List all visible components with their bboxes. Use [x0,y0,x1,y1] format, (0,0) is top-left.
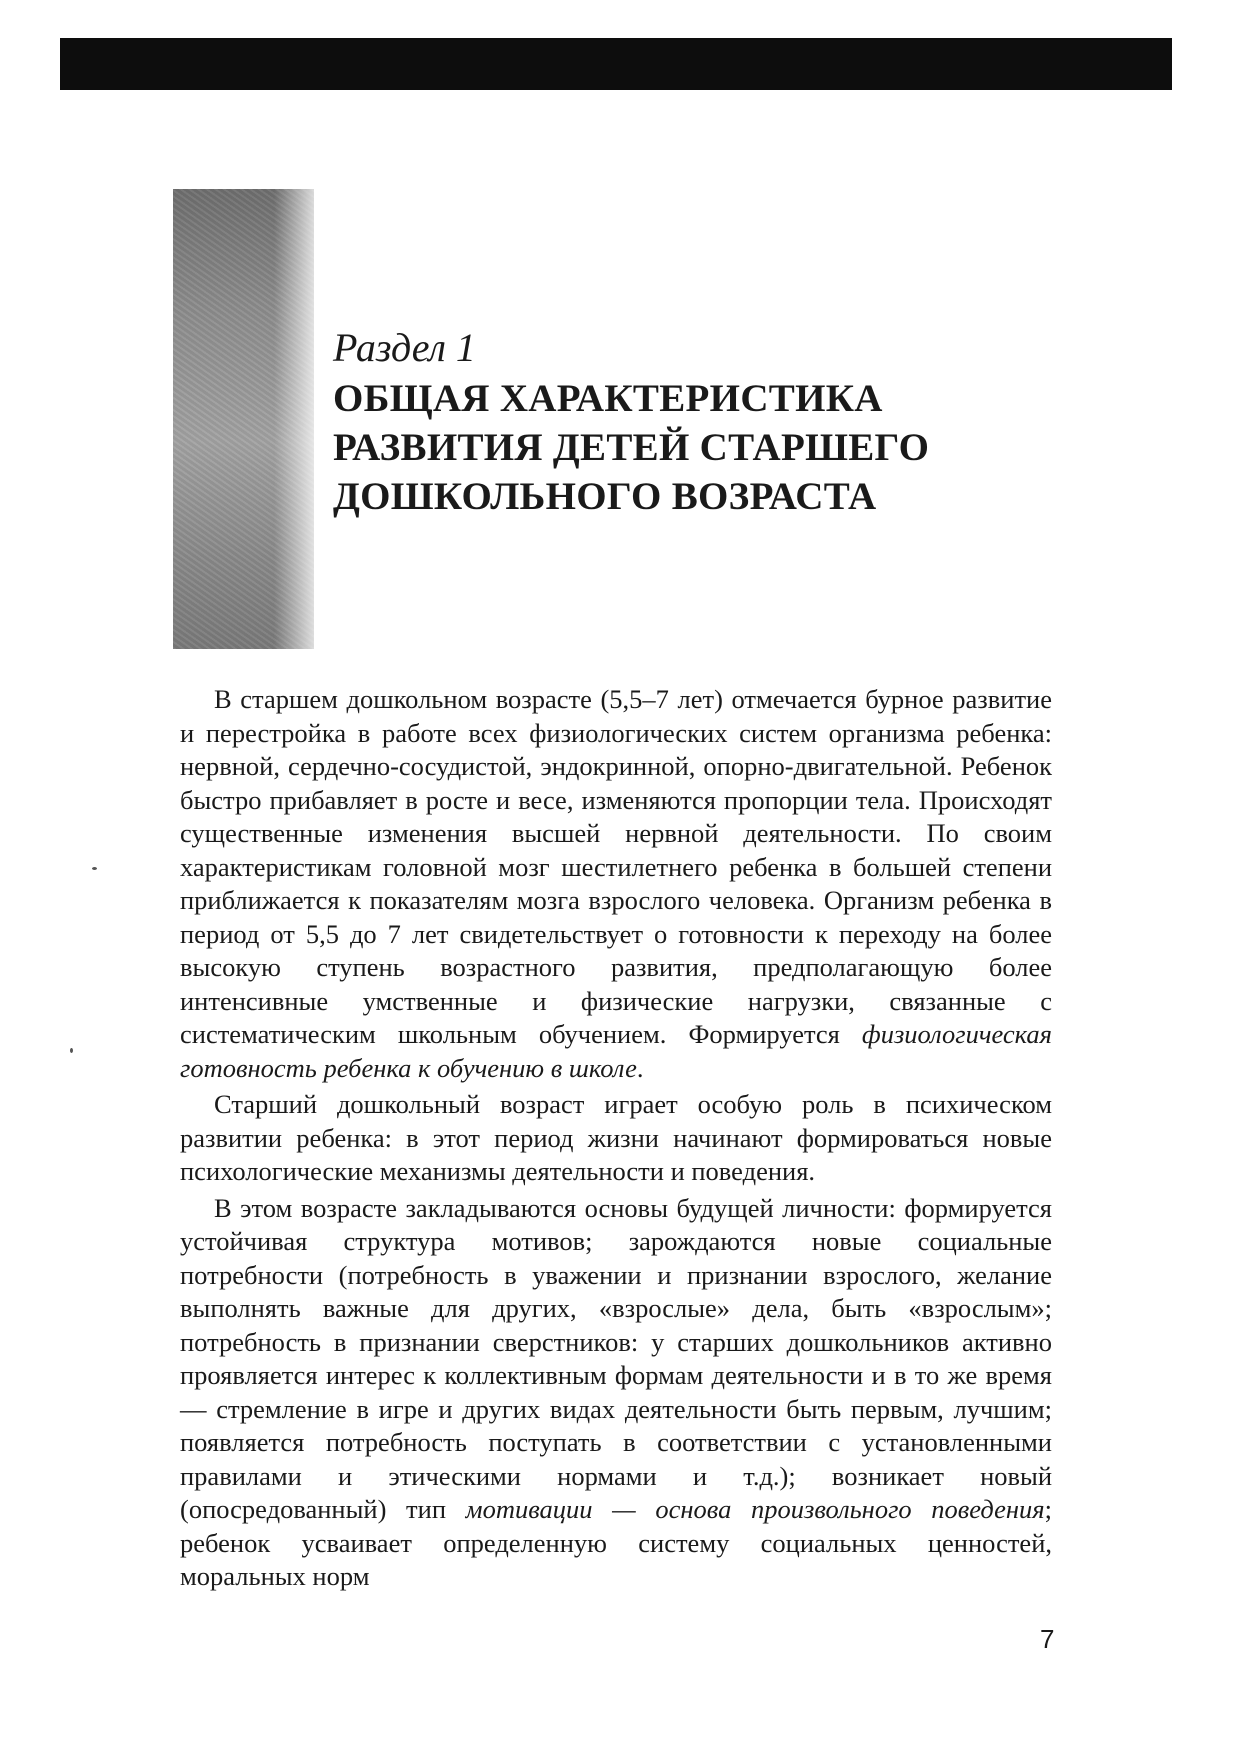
body-text [180,683,1052,1597]
section-title-line-1: ОБЩАЯ ХАРАКТЕРИСТИКА [333,377,883,420]
paragraph-1-emphasis: физиологическая готовность ребенка к обучению в школе [180,1019,1052,1083]
paragraph-3-emphasis: мотивации — основа произвольного поведения [465,1494,1045,1524]
paragraph-1-end: . [636,1052,644,1083]
section-label: Раздел 1 [333,325,476,370]
top-scan-bar [60,38,1172,90]
paragraph-3-text: В этом возрасте закладываются основы будущей личности: формируется устойчивая структура мотивов; зарождаются новые социальные потребности (потребность в уважении и признании взрослого, желание выполнять важные для других, «взрослые» дела, быть «взрослым»; потребность в признании сверстников: у старших дошкольников активно проявляется интерес к коллективным формам деятельности и в то же время — стремление в игре и других видах деятельности быть первым, лучшим; появляется потребность поступать в соответствии с установленными правилами и этическими нормами и т.д.); возникает новый (опосредованный) тип [180,1192,1052,1524]
paragraph-1 [180,683,1052,1085]
section-decor-block [173,189,314,649]
section-title-line-2: РАЗВИТИЯ ДЕТЕЙ СТАРШЕГО [333,426,930,469]
section-title [333,374,1053,521]
scan-speck [70,1048,73,1053]
paragraph-2: Старший дошкольный возраст играет особую роль в психическом развитии ребенка: в этот период жизни начинают формироваться новые психологические механизмы деятельности и поведения. [180,1089,1052,1186]
paragraph-1-text: В старшем дошкольном возрасте (5,5–7 лет) отмечается бурное развитие и перестройка в работе всех физиологических систем организма ребенка: нервной, сердечно-сосудистой, эндокринной, опорно-двигательной. Ребенок быстро прибавляет в росте и весе, изменяются пропорции тела. Происходят существенные изменения высшей нервной деятельности. По своим характеристикам головной мозг шестилетнего ребенка в большей степени приближается к показателям мозга взрослого человека. Организм ребенка в период от 5,5 до 7 лет свидетельствует о готовности к переходу на более высокую ступень возрастного развития, предполагающую более интенсивные умственные и физические нагрузки, связанные с систематическим школьным обучением. Формируется [180,684,1052,1049]
section-title-line-3: ДОШКОЛЬНОГО ВОЗРАСТА [333,475,877,518]
paragraph-3-end: ; ребенок усваивает определенную систему социальных ценностей, моральных норм [180,1494,1052,1591]
paragraph-3 [180,1192,1052,1594]
scan-speck [92,867,97,870]
page-number: 7 [1040,1624,1055,1654]
